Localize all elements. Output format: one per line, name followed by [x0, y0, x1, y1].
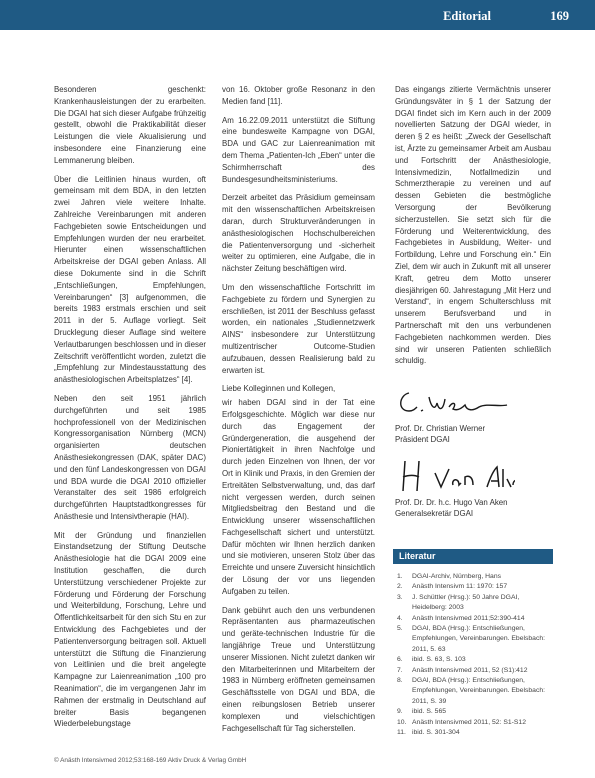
- text-column-2: [222, 84, 375, 741]
- paragraph: wir haben DGAI sind in der Tat eine Erfolgsgeschichte. Möglich war diese nur durch das Engagement der Gründergeneration, die ausgehend der Pioniertätigkeit in ihren Nachfolge und durch jeden Einzelnen von Ihnen, der vor Ort in Klinik und Praxis, in den Gremien der Ertreitäten Selbstverwaltung, und, das darf nicht vergessen werden, durch seinen Mitgliedsbeitrag den Bestand und die Entwicklung unserer wissenschaftlichen Fachgesellschaft sichert und unterstützt. Dafür möchten wir Ihnen herzlich danken und sie motivieren, unseren Stolz über das Erreichte und unsere Zuversicht hinsichtlich der Lösung der vor uns liegenden Aufgaben zu teilen.: [222, 398, 375, 596]
- signature-werner: [395, 381, 551, 423]
- signatory-2: [395, 497, 551, 519]
- paragraph: Besonderen geschenkt: Krankenhausleistungen der zu erarbeiten. Die DGAI hat sich dieser Aufgabe frühzeitig gestellt, obwohl die Praktikabilität dieser Leistungen die viele Akualisierung und insbesondere eine Finanzierung eine Lemmanerung bleiben.: [54, 85, 206, 165]
- signatory-1: [395, 423, 551, 445]
- list-item: 7. Anästh Intensivmed 2011, 52 (S1):412: [397, 666, 528, 674]
- literature-list: [397, 572, 553, 739]
- paragraph: Über die Leitlinien hinaus wurden, oft gemeinsam mit dem BDA, in den letzten zwei Jahren viele weitere Inhalte. Zahlreiche Vereinbarungen mit anderen Fachgebieten sowie Entscheidungen und Empfehlungen wurden der neu erarbeitet. Hierunter einen wissenschaftlichen Arbeitskreise der DGAI geben Anlass. All diese Dokumente sind in die Schrift „Entschließungen, Empfehlungen, Vereinbarungen“ [3] aufgenommen, die bereits 1983 erstmals erschien und seit 2011 in der 5. Auflage vorliegt. Seit Drucklegung dieser Auflage sind weitere Verlautbarungen beschlossen und in dieser Zeitschrift veröffentlicht worden, zuletzt die „Empfehlung zur Mindestausstattung des anästhesiologischen Arbeitsplatzes“ [4].: [54, 174, 206, 385]
- signatory-role: Präsident DGAI: [395, 435, 450, 445]
- paragraph: von 16. Oktober große Resonanz in den Medien fand [11].: [222, 85, 375, 106]
- list-item: 10. Anästh Intensivmed 2011, 52: S1-S12: [397, 718, 526, 726]
- paragraph: Neben den seit 1951 jährlich durchgeführten und seit 1985 hochprofessionell von der Medizinischen Kongressorganisation Nürnberg (MCN) organisierten deutschen Anästhesiekongressen (DAK, später DAC) und den fünf Landeskongressen von DGAI und BDA wurde die DGAI 2010 offizieller Veranstalter des seit 1986 erfolgreich durchgeführten Hauptstadtkongresses für Anästhesie und Intensivtherapie (HAI).: [54, 393, 206, 521]
- list-item: 8. DGAI, BDA (Hrsg.): Entschließungen, Empfehlungen, Vereinbarungen. Ebelsbach: 2011, S. 39: [397, 677, 546, 705]
- paragraph: Um den wissenschaftliche Fortschritt im Fachgebiete zu fördern und Synergien zu erschließen, ist 2011 der Beschluss gefasst worden, ein nationales „Studiennetzwerk AINS“ insbesondere zur Unterstützung multizentrischer Outcome-Studien aufzubauen, dessen Realisierung bald zu erwarten ist.: [222, 282, 375, 375]
- page-number: 169: [550, 9, 569, 23]
- paragraph: Am 16.22.09.2011 unterstützt die Stiftung eine bundesweite Kampagne von DGAI, BDA und GAC zur Laienreanimation mit dem Thema „Patienten-Ich „Eben“ unter die Schirmherrschaft des Bundesgesundheitsministeriums.: [222, 115, 375, 184]
- list-item: 3. J. Schüttler (Hrsg.): 50 Jahre DGAI, Heidelberg: 2003: [397, 593, 520, 612]
- header-bar: [0, 0, 595, 30]
- paragraph: Das eingangs zitierte Vermächtnis unserer Gründungsväter in § 1 der Satzung der DGAI findet sich im Kern auch in der 2009 novellierten Satzung der DGAI wieder, in deren § 2 es heißt: „Zweck der Gesellschaft ist, Ärzte zu gemeinsamer Arbeit am Ausbau und Fortschritt der Anästhesiologie, Intensivmedizin, Notfallmedizin und Schmerztherapie zu vereinen und auf dessen Gebieten die bestmögliche Versorgung der Bevölkerung sicherzustellen. Sie setzt sich für die Förderung und Weiterentwicklung, des Fachgebietes in Ausbildung, Weiter- und Fortbildung, Lehre und Forschung ein.“ Ein Ziel, dem wir auch in Zukunft mit all unserer Kraft, getreu dem Motto unserer diesjährigen 60. Jahrestagung „Mit Herz und Verstand“, in engem Schulterschluss mit unserem Berufsverband und in Partnerschaft mit den uns verbundenen Fachgebieten nachkommen werden. Dies sind wir unseren Patienten schließlich schuldig.: [395, 85, 551, 366]
- page-footer: © Anästh Intensivmed 2012;53:168-169 Aktiv Druck & Verlag GmbH: [54, 757, 247, 764]
- paragraph: Derzeit arbeitet das Präsidium gemeinsam mit den wissenschaftlichen Arbeitskreisen daran, durch Strukturveränderungen in anästhesiologischen Hochschulbereichen die Patientenversorgung und -sicherheit weiter zu optimieren, eine Aufgabe, die in nächster Zeitung beschäftigen wird.: [222, 193, 375, 274]
- text-column-1: [54, 84, 206, 737]
- list-item: 2. Anästh Intensivm 11: 1970: 157: [397, 583, 508, 591]
- list-item: 6. ibid. S. 63, S. 103: [397, 656, 466, 664]
- text-column-3: [395, 84, 551, 529]
- literature-title: Literatur: [399, 551, 436, 561]
- paragraph: Mit der Gründung und finanziellen Einstandsetzung der Stiftung Deutsche Anästhesiologie hat die DGAI 2009 eine Institution geschaffen, die durch Unterstützung verschiedener Projekte zur Förderung und Förderung der Forschung und Weiterbildung, Forschung, Lehre und Öffentlichkeitsarbeit für den sich Stu en zur Entwicklung des Fachgebietes und der Patientenversorgung beitragen soll. Aktuell unterstützt die Stiftung die Finanzierung von Leitlinien und die breit angelegte Kampagne zur Laienreanimation „100 pro Reanimation“, die im vergangenen Jahr im Rahmen der erstmalig in Deutschland auf breiter Basis begangenen Wiederbelebungstage: [54, 530, 206, 729]
- list-item: 5. DGAI, BDA (Hrsg.): Entschließungen, Empfehlungen, Vereinbarungen. Ebelsbach: 2011, 5. 63: [397, 625, 546, 653]
- list-item: 9. ibid. S. 565: [397, 708, 447, 716]
- signature-van-aken: [395, 455, 551, 497]
- signatory-name: Prof. Dr. Christian Werner: [395, 424, 486, 434]
- signatory-name: Prof. Dr. Dr. h.c. Hugo Van Aken: [395, 498, 508, 508]
- list-item: 11. ibid. S. 301-304: [397, 729, 460, 737]
- list-item: 4. Anästh Intensivmed 2011;52:390-414: [397, 614, 525, 622]
- salutation: Liebe Kolleginnen und Kollegen,: [222, 384, 336, 394]
- signatory-role: Generalsekretär DGAI: [395, 509, 474, 519]
- section-title: Editorial: [443, 9, 491, 23]
- paragraph: Dank gebührt auch den uns verbundenen Repräsentanten aus pharmazeutischen und geräte-technischen Industrie für die langjährige Treue und Unterstützung unserer Missionen. Nicht zuletzt danken wir den Mitarbeiterinnen und Mitarbeitern der 1983 in Nürnberg eröffneten gemeinsamen Geschäftsstelle von DGAI und BDA, die einen reibungslosen Betrieb unserer komplexen und vielschichtigen Fachgesellschaft für Tag sicherstellen.: [222, 605, 375, 733]
- list-item: 1. DGAI-Archiv, Nürnberg, Hans: [397, 573, 502, 580]
